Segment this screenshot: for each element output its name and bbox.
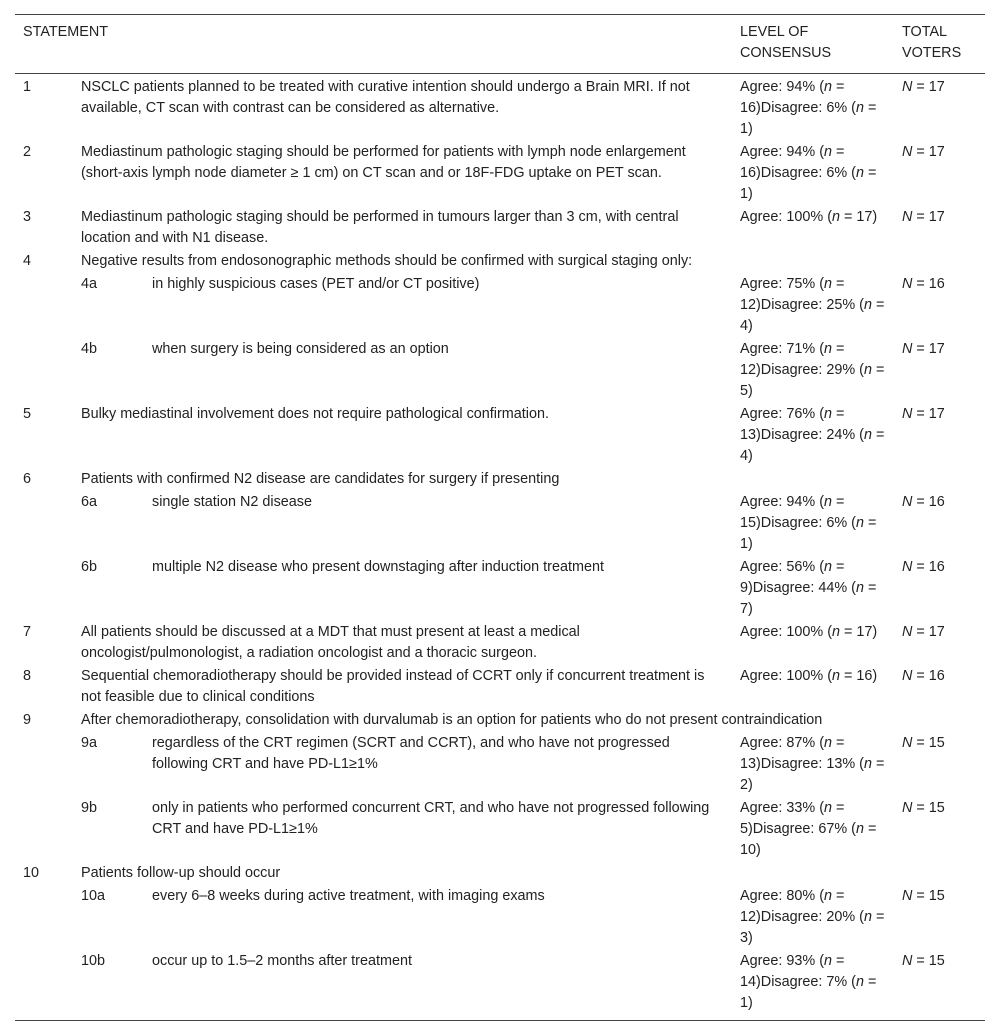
statement-group-text: Patients with confirmed N2 disease are candidates for surgery if presenting bbox=[81, 471, 560, 487]
statement-text: Bulky mediastinal involvement does not require pathological confirmation. bbox=[81, 406, 549, 422]
level-of-consensus: Agree: 75% (n = 12)Disagree: 25% (n = 4) bbox=[740, 276, 885, 334]
total-voters: N = 15 bbox=[902, 735, 945, 751]
total-voters: N = 17 bbox=[902, 144, 945, 160]
table-row bbox=[15, 556, 985, 621]
statement-number: 9 bbox=[23, 712, 32, 728]
sub-statement-label: 6a bbox=[81, 494, 98, 510]
statement-text: only in patients who performed concurrent CRT, and who have not progressed following CRT and have PD-L1≥1% bbox=[152, 800, 710, 837]
consensus-table bbox=[15, 14, 985, 1021]
level-of-consensus: Agree: 71% (n = 12)Disagree: 29% (n = 5) bbox=[740, 341, 885, 399]
statement-number: 1 bbox=[23, 79, 32, 95]
table-row bbox=[15, 403, 985, 468]
statement-number: 6 bbox=[23, 471, 32, 487]
sub-statement-label: 6b bbox=[81, 559, 98, 575]
header-total-voters: TOTAL VOTERS bbox=[902, 24, 962, 61]
total-voters: N = 15 bbox=[902, 800, 945, 816]
statement-group-text: Negative results from endosonographic methods should be confirmed with surgical staging only: bbox=[81, 253, 693, 269]
table-row bbox=[15, 206, 985, 250]
total-voters: N = 17 bbox=[902, 79, 945, 95]
level-of-consensus: Agree: 94% (n = 16)Disagree: 6% (n = 1) bbox=[740, 79, 877, 137]
statement-text: every 6–8 weeks during active treatment, with imaging exams bbox=[152, 888, 545, 904]
total-voters: N = 17 bbox=[902, 209, 945, 225]
table-row bbox=[15, 665, 985, 709]
level-of-consensus: Agree: 94% (n = 15)Disagree: 6% (n = 1) bbox=[740, 494, 877, 552]
statement-text: Sequential chemoradiotherapy should be provided instead of CCRT only if concurrent treatment is not feasible due to clinical conditions bbox=[81, 668, 705, 705]
statement-number bbox=[15, 732, 73, 797]
table-row bbox=[15, 74, 985, 142]
table-row bbox=[15, 950, 985, 1021]
level-of-consensus: Agree: 100% (n = 17) bbox=[740, 624, 878, 640]
statement-number bbox=[15, 273, 73, 338]
statement-text: in highly suspicious cases (PET and/or CT positive) bbox=[152, 276, 480, 292]
sub-statement-label: 4b bbox=[81, 341, 98, 357]
statement-number: 8 bbox=[23, 668, 32, 684]
statement-number: 4 bbox=[23, 253, 32, 269]
table-body bbox=[15, 74, 985, 1021]
level-of-consensus: Agree: 93% (n = 14)Disagree: 7% (n = 1) bbox=[740, 953, 877, 1011]
statement-text: Mediastinum pathologic staging should be performed in tumours larger than 3 cm, with central location and with N1 disease. bbox=[81, 209, 679, 246]
table-row bbox=[15, 709, 985, 732]
total-voters: N = 15 bbox=[902, 953, 945, 969]
table-row bbox=[15, 862, 985, 885]
table-row bbox=[15, 141, 985, 206]
statement-text: Mediastinum pathologic staging should be performed for patients with lymph node enlargement (short-axis lymph node diameter ≥ 1 cm) on CT scan and or 18F-FDG uptake on PET scan. bbox=[81, 144, 686, 181]
statement-number: 10 bbox=[23, 865, 40, 881]
table-row bbox=[15, 468, 985, 491]
sub-statement-label: 9a bbox=[81, 735, 98, 751]
table-row bbox=[15, 273, 985, 338]
level-of-consensus: Agree: 100% (n = 16) bbox=[740, 668, 878, 684]
statement-number: 2 bbox=[23, 144, 32, 160]
total-voters: N = 17 bbox=[902, 341, 945, 357]
header-level-of-consensus: LEVEL OF CONSENSUS bbox=[740, 24, 832, 61]
total-voters: N = 16 bbox=[902, 559, 945, 575]
statement-text: NSCLC patients planned to be treated with curative intention should undergo a Brain MRI. If not available, CT scan with contrast can be considered as alternative. bbox=[81, 79, 690, 116]
level-of-consensus: Agree: 56% (n = 9)Disagree: 44% (n = 7) bbox=[740, 559, 877, 617]
statement-text: All patients should be discussed at a MDT that must present at least a medical oncologist/pulmonologist, a radiation oncologist and a thoracic surgeon. bbox=[81, 624, 580, 661]
total-voters: N = 16 bbox=[902, 668, 945, 684]
statement-number bbox=[15, 950, 73, 1021]
total-voters: N = 16 bbox=[902, 494, 945, 510]
table-row bbox=[15, 621, 985, 665]
level-of-consensus: Agree: 87% (n = 13)Disagree: 13% (n = 2) bbox=[740, 735, 885, 793]
statement-number bbox=[15, 556, 73, 621]
level-of-consensus: Agree: 100% (n = 17) bbox=[740, 209, 878, 225]
statement-text: occur up to 1.5–2 months after treatment bbox=[152, 953, 412, 969]
statement-text: single station N2 disease bbox=[152, 494, 312, 510]
sub-statement-label: 4a bbox=[81, 276, 98, 292]
statement-number bbox=[15, 338, 73, 403]
table-row bbox=[15, 797, 985, 862]
total-voters: N = 17 bbox=[902, 624, 945, 640]
total-voters: N = 17 bbox=[902, 406, 945, 422]
statement-number bbox=[15, 491, 73, 556]
statement-text: regardless of the CRT regimen (SCRT and CCRT), and who have not progressed following CRT and have PD-L1≥1% bbox=[152, 735, 670, 772]
statement-number: 7 bbox=[23, 624, 32, 640]
table-header-row bbox=[15, 15, 985, 74]
sub-statement-label: 10a bbox=[81, 888, 106, 904]
table-row bbox=[15, 491, 985, 556]
level-of-consensus: Agree: 94% (n = 16)Disagree: 6% (n = 1) bbox=[740, 144, 877, 202]
level-of-consensus: Agree: 80% (n = 12)Disagree: 20% (n = 3) bbox=[740, 888, 885, 946]
statement-number bbox=[15, 885, 73, 950]
table-row bbox=[15, 732, 985, 797]
statement-group-text: After chemoradiotherapy, consolidation with durvalumab is an option for patients who do not present contraindication bbox=[81, 712, 823, 728]
header-statement: STATEMENT bbox=[23, 24, 109, 40]
statement-group-text: Patients follow-up should occur bbox=[81, 865, 281, 881]
total-voters: N = 16 bbox=[902, 276, 945, 292]
statement-number bbox=[15, 797, 73, 862]
table-row bbox=[15, 885, 985, 950]
statement-number: 5 bbox=[23, 406, 32, 422]
sub-statement-label: 10b bbox=[81, 953, 106, 969]
level-of-consensus: Agree: 33% (n = 5)Disagree: 67% (n = 10) bbox=[740, 800, 877, 858]
statement-number: 3 bbox=[23, 209, 32, 225]
statement-text: when surgery is being considered as an option bbox=[152, 341, 449, 357]
level-of-consensus: Agree: 76% (n = 13)Disagree: 24% (n = 4) bbox=[740, 406, 885, 464]
sub-statement-label: 9b bbox=[81, 800, 98, 816]
total-voters: N = 15 bbox=[902, 888, 945, 904]
statement-text: multiple N2 disease who present downstaging after induction treatment bbox=[152, 559, 604, 575]
table-row bbox=[15, 250, 985, 273]
table-row bbox=[15, 338, 985, 403]
